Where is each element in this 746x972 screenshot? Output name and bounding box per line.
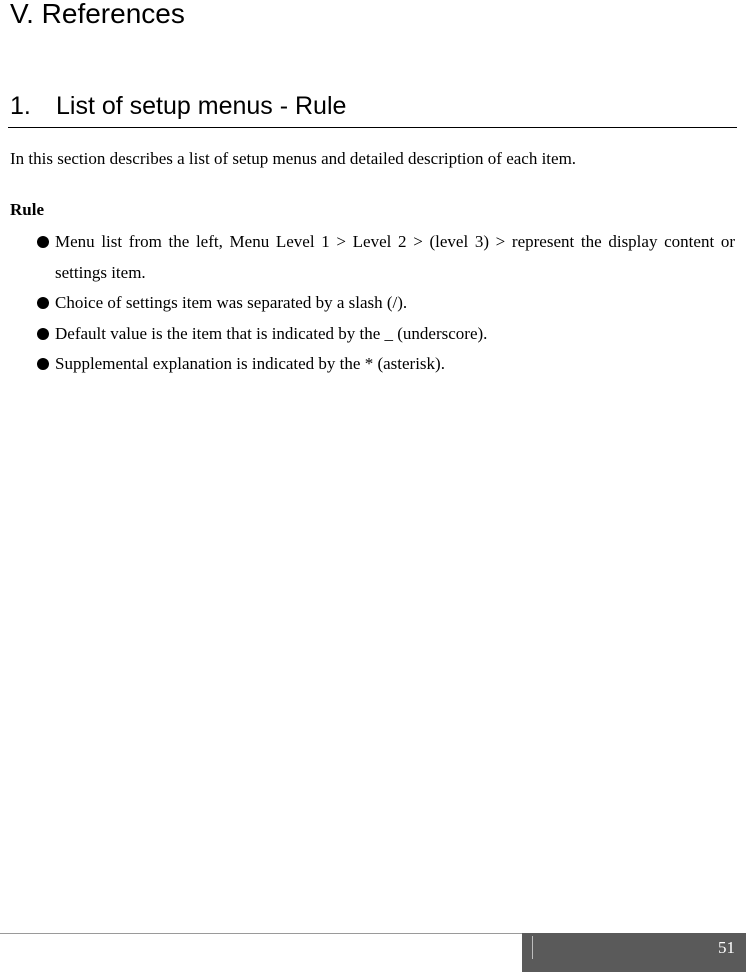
section-title-text: List of setup menus - Rule: [56, 92, 347, 120]
list-item: [36, 349, 735, 380]
bullet-icon: [37, 328, 49, 340]
list-item-text: Menu list from the left, Menu Level 1 > Level 2 > (level 3) > represent the display content or settings item.: [55, 232, 735, 282]
bullet-icon: [37, 297, 49, 309]
intro-paragraph: In this section describes a list of setup menus and detailed description of each item.: [10, 149, 577, 168]
list-item-text: Supplemental explanation is indicated by the * (asterisk).: [55, 354, 445, 373]
list-item: [36, 319, 735, 350]
bullet-icon: [37, 236, 49, 248]
page-number-box: [522, 933, 746, 972]
page-box-divider: [532, 936, 533, 959]
chapter-title: V. References: [10, 0, 185, 29]
section-divider: [8, 127, 737, 128]
footer-divider: [0, 933, 522, 934]
list-item-text: Choice of settings item was separated by a slash (/).: [55, 293, 408, 312]
list-item: [36, 288, 735, 319]
section-number: 1.: [10, 92, 31, 120]
bullet-icon: [37, 358, 49, 370]
page-number: 51: [718, 938, 735, 957]
rule-list: [36, 227, 735, 380]
rule-heading: Rule: [10, 200, 44, 219]
list-item-text: Default value is the item that is indicated by the _ (underscore).: [55, 323, 488, 343]
list-item: [36, 227, 735, 288]
section-title: [10, 89, 346, 123]
